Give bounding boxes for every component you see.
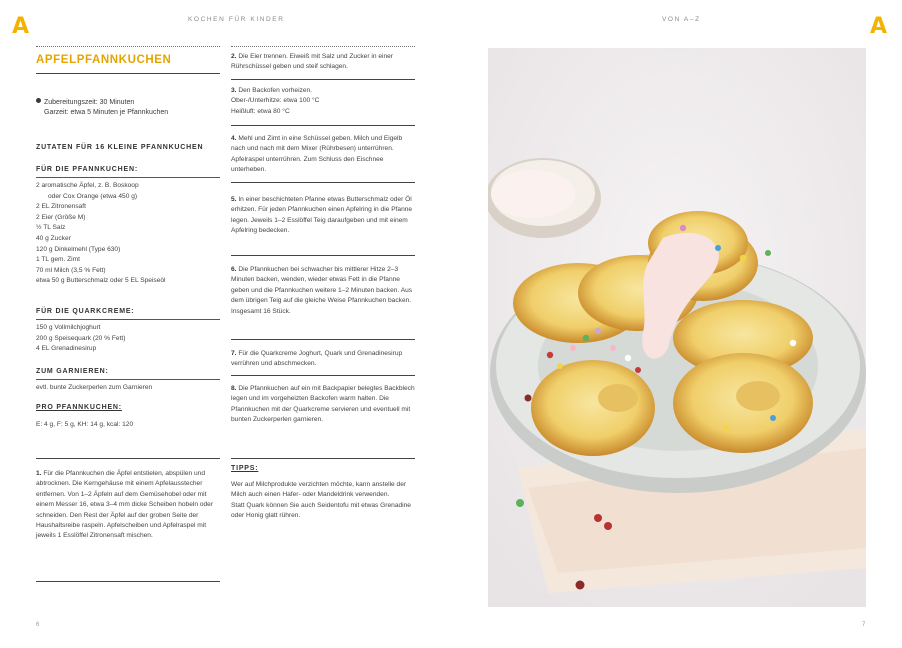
tips-heading: TIPPS: (231, 465, 259, 472)
step-text: Den Backofen vorheizen. Ober-/Unterhitze: etwa 100 °C Heißluft: etwa 80 °C (231, 87, 320, 115)
ingredient-line: 2 Eier (Größe M) (36, 213, 86, 221)
step-number: 4. (231, 135, 237, 142)
step-number: 7. (231, 350, 237, 357)
step-4 (231, 134, 417, 176)
garnish-heading: ZUM GARNIEREN: (36, 368, 109, 375)
step-8 (231, 384, 417, 426)
garnish-ingredient-list (36, 383, 222, 394)
step-text: Die Pfannkuchen bei schwacher bis mittlerer Hitze 2–3 Minuten backen, wenden, wieder etwas Fett in die Pfanne geben und die Pfannkuchen weitere 1–2 Minuten backen. Aus dem übrigen Teig auf die gleiche Weise Pfannkuchen backen. Insgesamt 16 Stück. (231, 266, 413, 315)
quark-heading: FÜR DIE QUARKCREME: (36, 308, 135, 315)
ingredient-line: 1 TL gem. Zimt (36, 256, 80, 264)
ingredient-line: 120 g Dinkelmehl (Type 630) (36, 245, 121, 253)
step-text: Für die Pfannkuchen die Äpfel entstielen, abspülen und abtrocknen. Die Kerngehäuse mit einem Apfelausstecher entfernen. Von 1–2 Äpfeln auf dem Gemüsehobel oder mit einem Messer 16, etwa 3–4 mm dicke Scheiben hobeln oder schneiden. Den Rest der Äpfel auf der groben Seite der Haushaltsreibe raspeln. Apfelscheiben und Apfelraspel mit jeweils 1 Esslöffel Zitronensaft mischen. (36, 470, 214, 540)
step-7 (231, 349, 417, 370)
yield-heading: ZUTATEN FÜR 16 KLEINE PFANNKUCHEN (36, 144, 204, 151)
tips-text: Wer auf Milchprodukte verzichten möchte, kann anstelle der Milch auch einen Hafer- oder Mandeldrink verwenden. Statt Quark können Sie auch Seidentofu mit etwas Grenadine oder Honig glatt rühren. (231, 481, 411, 520)
step-number: 3. (231, 87, 237, 94)
running-title-right: VON A–Z (662, 16, 701, 23)
step-text: Die Eier trennen. Eiweiß mit Salz und Zucker in einer Rührschüssel geben und steif schlagen. (231, 53, 393, 71)
ingredient-line: etwa 50 g Butterschmalz oder 5 EL Speiseöl (36, 277, 166, 285)
title-rule (36, 46, 220, 47)
tips-rule (231, 458, 415, 459)
step-number: 1. (36, 470, 42, 477)
page-number-left: 6 (36, 622, 40, 628)
alphabet-letter-mark-right: A (870, 14, 888, 39)
step-1 (36, 469, 222, 542)
clock-icon (36, 98, 41, 103)
pancakes-photo (488, 48, 866, 607)
step-text: Für die Quarkcreme Joghurt, Quark und Grenadinesirup verrühren und abschmecken. (231, 350, 403, 368)
step-number: 6. (231, 266, 237, 273)
ingredient-line: 2 aromatische Äpfel, z. B. Boskoop (36, 182, 139, 189)
column-top-rule (231, 46, 415, 47)
step-number: 8. (231, 385, 237, 392)
time-info (36, 98, 220, 118)
ingredient-line: 150 g Vollmilchjoghurt (36, 324, 101, 331)
step-text: Mehl und Zimt in eine Schüssel geben. Milch und Eigelb nach und nach mit dem Mixer (Rührbesen) unterrühren. Apfelraspel unterrühren. Zum Schluss den Eischnee unterheben. (231, 135, 403, 174)
step-text: In einer beschichteten Pfanne etwas Butterschmalz oder Öl erhitzen. Für jeden Pfannkuchen einen Apfelring in die Pfanne legen. Jeweils 1–2 Esslöffel Teig daraufgeben und mit einem Apfelring bedecken. (231, 196, 413, 235)
step-number: 5. (231, 196, 237, 203)
step-divider (231, 182, 415, 183)
ingredient-line: evtl. bunte Zuckerperlen zum Garnieren (36, 384, 153, 391)
section-rule (36, 319, 220, 320)
step-number: 2. (231, 53, 237, 60)
step-6 (231, 265, 417, 317)
section-rule (36, 177, 220, 178)
page-number-right: 7 (862, 622, 866, 628)
pancake-heading: FÜR DIE PFANNKUCHEN: (36, 166, 138, 173)
ingredient-line: 40 g Zucker (36, 234, 71, 242)
step-text: Die Pfannkuchen auf ein mit Backpapier belegtes Backblech legen und im vorgeheizten Backofen warm halten. Die Pfannkuchen mit der Quarkcreme servieren und eventuell mit bunten Zuckerperlen garnieren. (231, 385, 415, 424)
cook-time: Garzeit: etwa 5 Minuten je Pfannkuchen (44, 109, 169, 116)
step-divider (231, 79, 415, 80)
steps-rule (36, 458, 220, 459)
ingredient-line: 200 g Speisequark (20 % Fett) (36, 334, 126, 342)
bottom-rule (36, 581, 220, 582)
pancakes-illustration (488, 48, 866, 607)
step-divider (231, 125, 415, 126)
nutrition-values: E: 4 g, F: 5 g, KH: 14 g, kcal: 120 (36, 421, 134, 428)
step-divider (231, 255, 415, 256)
pancake-ingredient-list (36, 181, 222, 287)
alphabet-letter-mark: A (12, 14, 30, 39)
ingredient-line: 70 ml Milch (3,5 % Fett) (36, 266, 106, 274)
ingredient-line: ½ TL Salz (36, 224, 66, 232)
prep-time: Zubereitungszeit: 30 Minuten (44, 99, 135, 106)
ingredient-line: 2 EL Zitronensaft (36, 203, 86, 211)
step-3 (231, 86, 417, 117)
section-rule (36, 379, 220, 380)
step-divider (231, 375, 415, 376)
step-5 (231, 195, 417, 237)
recipe-title: APFELPFANNKUCHEN (36, 54, 172, 66)
ingredient-line: oder Cox Orange (etwa 450 g) (48, 192, 138, 200)
ingredient-line: 4 EL Grenadinesirup (36, 345, 97, 353)
running-title-left: KOCHEN FÜR KINDER (188, 16, 285, 23)
step-2 (231, 52, 417, 73)
step-divider (231, 339, 415, 340)
nutrition-heading: PRO PFANNKUCHEN: (36, 404, 122, 411)
title-underline (36, 73, 220, 74)
quark-ingredient-list (36, 323, 222, 355)
